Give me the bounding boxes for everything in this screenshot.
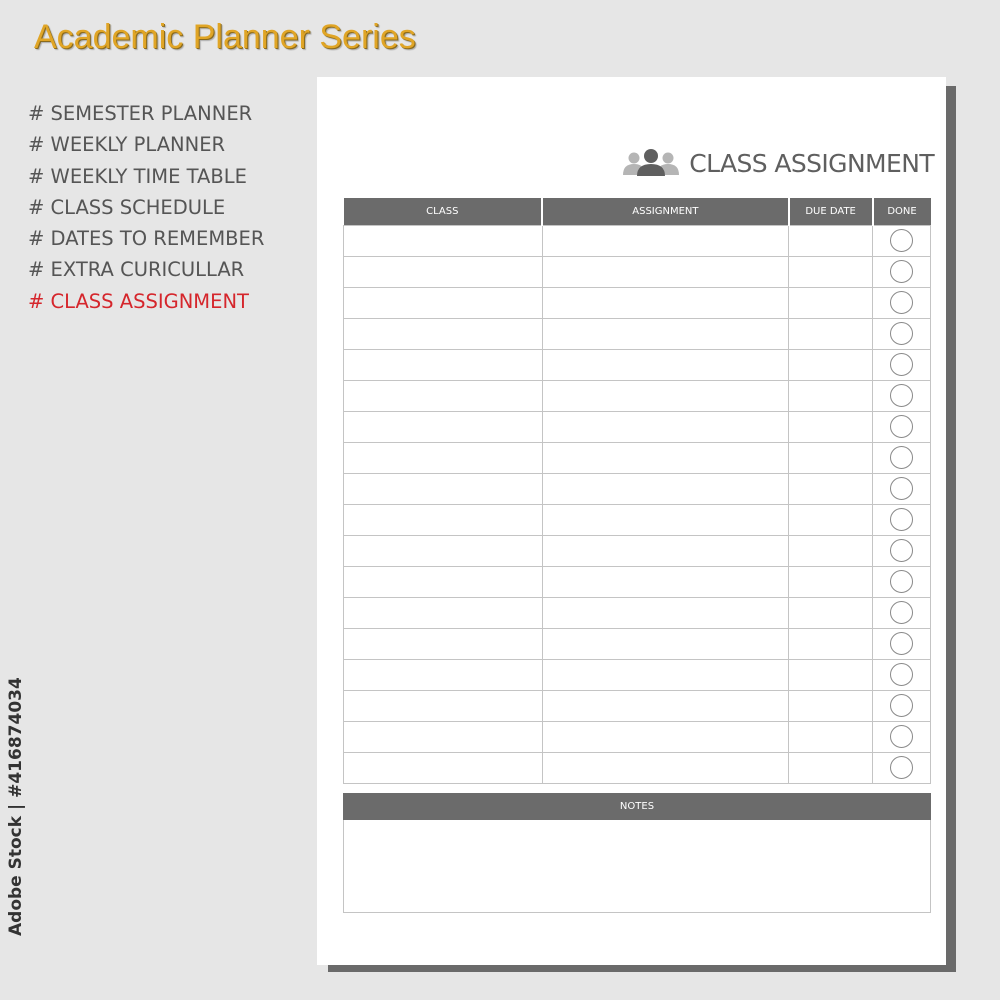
table-row	[344, 597, 931, 628]
class-cell[interactable]	[344, 411, 543, 442]
assignment-cell[interactable]	[542, 473, 789, 504]
due-date-cell[interactable]	[789, 256, 873, 287]
due-date-cell[interactable]	[789, 318, 873, 349]
done-checkbox-circle[interactable]	[890, 756, 913, 779]
done-checkbox-circle[interactable]	[890, 725, 913, 748]
due-date-cell[interactable]	[789, 752, 873, 783]
done-cell	[873, 690, 931, 721]
table-row	[344, 535, 931, 566]
people-group-icon	[621, 147, 681, 179]
assignment-cell[interactable]	[542, 287, 789, 318]
assignment-cell[interactable]	[542, 256, 789, 287]
table-row	[344, 225, 931, 256]
done-checkbox-circle[interactable]	[890, 477, 913, 500]
series-item-dates-to-remember: # DATES TO REMEMBER	[28, 227, 265, 251]
done-cell	[873, 628, 931, 659]
done-checkbox-circle[interactable]	[890, 229, 913, 252]
due-date-cell[interactable]	[789, 349, 873, 380]
due-date-cell[interactable]	[789, 442, 873, 473]
table-row	[344, 752, 931, 783]
assignment-table-body	[344, 225, 931, 783]
planner-page	[317, 77, 946, 965]
table-row	[344, 287, 931, 318]
class-cell[interactable]	[344, 504, 543, 535]
table-row	[344, 566, 931, 597]
assignment-cell[interactable]	[542, 628, 789, 659]
done-checkbox-circle[interactable]	[890, 353, 913, 376]
done-checkbox-circle[interactable]	[890, 446, 913, 469]
series-list	[28, 98, 264, 317]
done-cell	[873, 752, 931, 783]
table-header-row	[344, 198, 931, 225]
table-row	[344, 349, 931, 380]
done-checkbox-circle[interactable]	[890, 508, 913, 531]
notes-section	[343, 793, 931, 913]
class-cell[interactable]	[344, 473, 543, 504]
table-row	[344, 380, 931, 411]
class-cell[interactable]	[344, 597, 543, 628]
due-date-cell[interactable]	[789, 721, 873, 752]
done-cell	[873, 380, 931, 411]
class-cell[interactable]	[344, 442, 543, 473]
assignment-cell[interactable]	[542, 690, 789, 721]
column-header-assignment: ASSIGNMENT	[542, 198, 789, 225]
done-checkbox-circle[interactable]	[890, 663, 913, 686]
assignment-table	[343, 198, 931, 784]
done-cell	[873, 287, 931, 318]
done-cell	[873, 225, 931, 256]
notes-header: NOTES	[343, 793, 931, 820]
assignment-cell[interactable]	[542, 752, 789, 783]
done-cell	[873, 411, 931, 442]
due-date-cell[interactable]	[789, 473, 873, 504]
due-date-cell[interactable]	[789, 504, 873, 535]
done-checkbox-circle[interactable]	[890, 260, 913, 283]
class-cell[interactable]	[344, 566, 543, 597]
table-row	[344, 721, 931, 752]
assignment-cell[interactable]	[542, 659, 789, 690]
class-cell[interactable]	[344, 721, 543, 752]
class-cell[interactable]	[344, 659, 543, 690]
column-header-due-date: DUE DATE	[789, 198, 873, 225]
series-item-class-schedule: # CLASS SCHEDULE	[28, 195, 226, 219]
table-row	[344, 628, 931, 659]
done-cell	[873, 442, 931, 473]
done-cell	[873, 318, 931, 349]
table-row	[344, 504, 931, 535]
assignment-cell[interactable]	[542, 566, 789, 597]
class-cell[interactable]	[344, 690, 543, 721]
assignment-cell[interactable]	[542, 380, 789, 411]
page-title: CLASS ASSIGNMENT	[689, 148, 934, 178]
series-title: Academic Planner Series	[34, 18, 416, 56]
assignment-cell[interactable]	[542, 535, 789, 566]
table-row	[344, 690, 931, 721]
table-row	[344, 411, 931, 442]
done-cell	[873, 504, 931, 535]
due-date-cell[interactable]	[789, 690, 873, 721]
done-cell	[873, 659, 931, 690]
done-cell	[873, 535, 931, 566]
done-checkbox-circle[interactable]	[890, 632, 913, 655]
column-header-done: DONE	[873, 198, 931, 225]
assignment-cell[interactable]	[542, 349, 789, 380]
done-checkbox-circle[interactable]	[890, 322, 913, 345]
assignment-cell[interactable]	[542, 318, 789, 349]
due-date-cell[interactable]	[789, 628, 873, 659]
due-date-cell[interactable]	[789, 380, 873, 411]
class-cell[interactable]	[344, 535, 543, 566]
done-checkbox-circle[interactable]	[890, 291, 913, 314]
done-checkbox-circle[interactable]	[890, 694, 913, 717]
assignment-cell[interactable]	[542, 504, 789, 535]
class-cell[interactable]	[344, 225, 543, 256]
assignment-cell[interactable]	[542, 442, 789, 473]
due-date-cell[interactable]	[789, 659, 873, 690]
class-cell[interactable]	[344, 628, 543, 659]
series-item-weekly-time-table: # WEEKLY TIME TABLE	[28, 164, 247, 188]
due-date-cell[interactable]	[789, 225, 873, 256]
assignment-cell[interactable]	[542, 597, 789, 628]
done-cell	[873, 256, 931, 287]
due-date-cell[interactable]	[789, 566, 873, 597]
due-date-cell[interactable]	[789, 287, 873, 318]
assignment-cell[interactable]	[542, 721, 789, 752]
done-checkbox-circle[interactable]	[890, 415, 913, 438]
table-row	[344, 473, 931, 504]
page-header	[621, 147, 934, 179]
class-cell[interactable]	[344, 318, 543, 349]
assignment-cell[interactable]	[542, 411, 789, 442]
table-row	[344, 442, 931, 473]
column-header-class: CLASS	[344, 198, 543, 225]
series-item-weekly-planner: # WEEKLY PLANNER	[28, 133, 226, 157]
class-cell[interactable]	[344, 380, 543, 411]
done-checkbox-circle[interactable]	[890, 539, 913, 562]
series-item-class-assignment: # CLASS ASSIGNMENT	[28, 289, 249, 313]
table-row	[344, 256, 931, 287]
assignment-cell[interactable]	[542, 225, 789, 256]
done-checkbox-circle[interactable]	[890, 601, 913, 624]
class-cell[interactable]	[344, 349, 543, 380]
due-date-cell[interactable]	[789, 535, 873, 566]
done-checkbox-circle[interactable]	[890, 570, 913, 593]
due-date-cell[interactable]	[789, 597, 873, 628]
done-checkbox-circle[interactable]	[890, 384, 913, 407]
class-cell[interactable]	[344, 752, 543, 783]
done-cell	[873, 566, 931, 597]
done-cell	[873, 473, 931, 504]
class-cell[interactable]	[344, 256, 543, 287]
series-item-semester-planner: # SEMESTER PLANNER	[28, 102, 253, 125]
table-row	[344, 318, 931, 349]
notes-area[interactable]	[343, 820, 931, 913]
done-cell	[873, 721, 931, 752]
table-row	[344, 659, 931, 690]
stock-watermark-id: Adobe Stock | #416874034	[6, 677, 26, 936]
done-cell	[873, 597, 931, 628]
due-date-cell[interactable]	[789, 411, 873, 442]
series-item-extra-curicullar: # EXTRA CURICULLAR	[28, 258, 245, 282]
class-cell[interactable]	[344, 287, 543, 318]
done-cell	[873, 349, 931, 380]
